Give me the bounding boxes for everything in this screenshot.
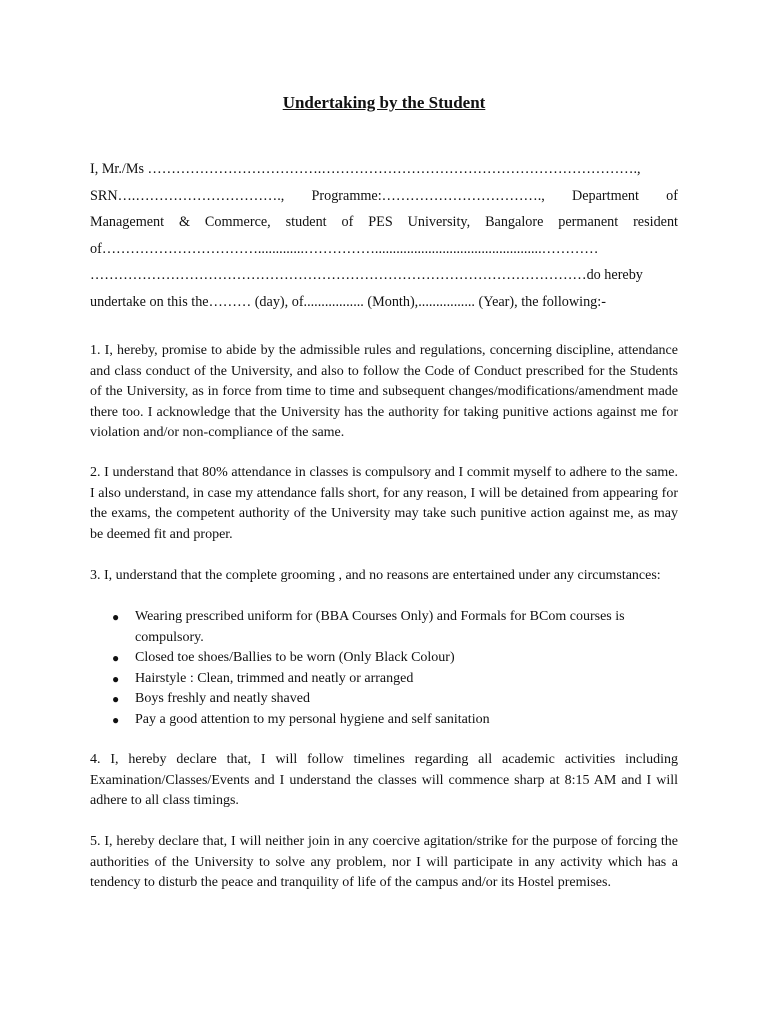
point-5-paragraph: 5. I, hereby declare that, I will neither join in any coercive agitation/strike for the purpose of forcing the authorities of the University to solve any problem, nor I will participate in any activity which has a tendency to disturb the peace and tranquility of life of the campus and/or its Hostel premises. [90,834,678,890]
address-line-1: of…………………………….............……………...............................................………… [90,240,599,257]
point-1-paragraph: 1. I, hereby, promise to abide by the admissible rules and regulations, concerning discipline, attendance and class conduct of the University, and also to follow the Code of Conduct prescribed for the Students of the University, as in force from time to time and subsequent changes/modifications/amendment made there too. I acknowledge that the University has the authority for taking punitive actions against me for violation and/or non-compliance of the same. [90,343,678,440]
document-title [0,93,768,113]
list-item-text: Pay a good attention to my personal hygiene and self sanitation [135,711,490,727]
list-item-text: Closed toe shoes/Ballies to be worn (Only Black Colour) [135,650,455,665]
list-item [110,689,678,710]
list-item [110,648,678,669]
bullet-icon: ● [112,651,120,665]
point-3-paragraph: 3. I, understand that the complete grooming , and no reasons are entertained under any circumstances: [90,568,661,583]
declaration-fill-block [90,156,678,315]
list-item [110,607,678,648]
list-item-text: Boys freshly and neatly shaved [135,691,310,706]
point-4-paragraph: 4. I, hereby declare that, I will follow timelines regarding all academic activities including Examination/Classes/Events and I understand the classes will commence sharp at 8:15 AM and I will adhere to all class timings. [90,752,678,808]
title-text: Undertaking by the Student [282,93,486,112]
list-item-text: Wearing prescribed uniform for (BBA Courses Only) and Formals for BCom courses is compulsory. [135,609,625,645]
date-line: undertake on this the……… (day), of................. (Month),................ (Year), the following:- [90,293,606,310]
list-item-text: Hairstyle : Clean, trimmed and neatly or arranged [135,670,414,686]
address-line-2: ……………………………………………………………………………………………do hereby [90,267,643,283]
srn-programme-line: SRN….…………………………., Programme:……………………………., Department of [90,187,678,204]
bullet-icon: ● [112,692,120,706]
name-line: I, Mr./Ms ……………………………….…………………………………………………………., [90,161,641,177]
bullet-icon: ● [112,671,120,686]
bullet-icon: ● [112,610,120,624]
list-item [110,710,678,731]
list-item [110,669,678,690]
grooming-list [110,607,678,730]
point-2-paragraph: 2. I understand that 80% attendance in classes is compulsory and I commit myself to adhere to the same. I also understand, in case my attendance falls short, for any reason, I will be detained from appearing for the exams, the competent authority of the University may take such punitive action against me, as may be deemed fit and proper. [90,465,678,542]
bullet-icon: ● [112,712,120,727]
department-line: Management & Commerce, student of PES University, Bangalore permanent resident [90,214,678,230]
